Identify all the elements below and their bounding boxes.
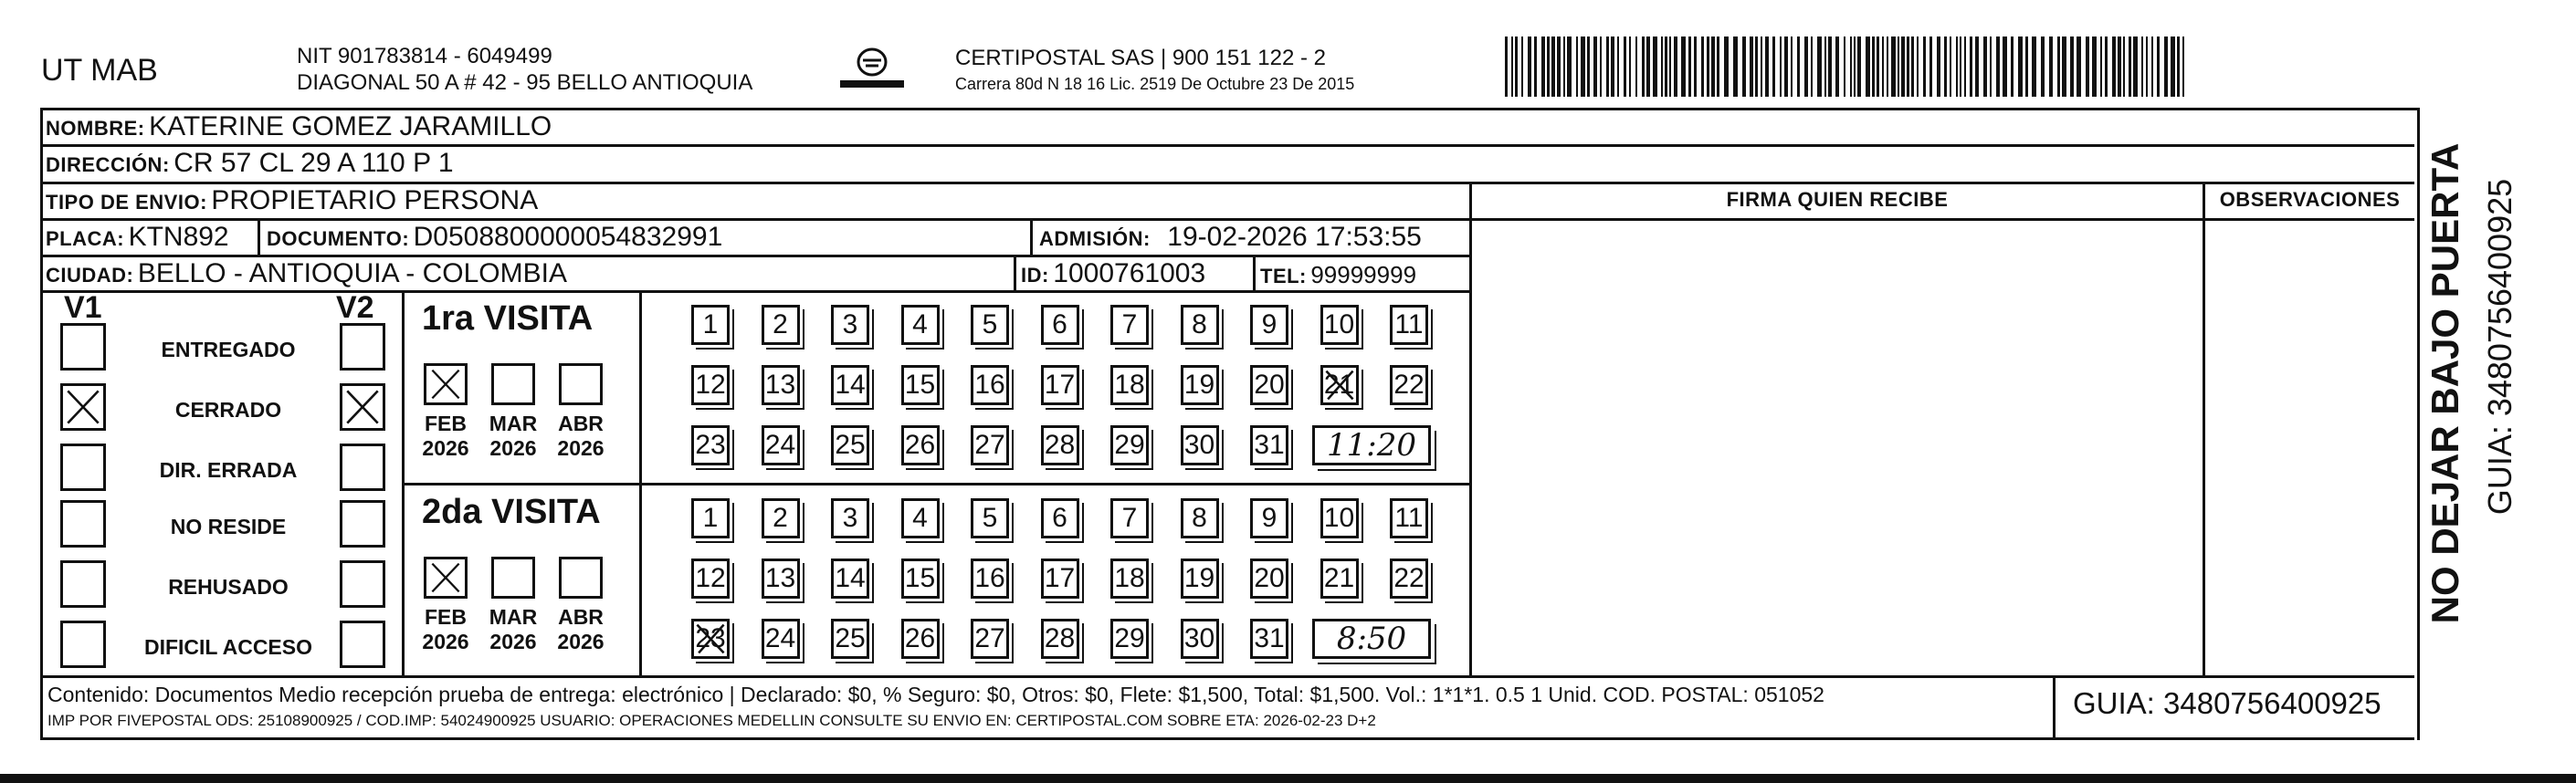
day-box[interactable]: 22 <box>1390 559 1428 599</box>
v1-checkbox[interactable] <box>60 560 106 608</box>
plate-value: KTN892 <box>128 222 229 252</box>
tel-value: 99999999 <box>1310 261 1417 288</box>
v2-checkbox[interactable] <box>340 560 385 608</box>
v1-checkbox[interactable] <box>60 500 106 548</box>
day-box[interactable]: 29 <box>1110 619 1149 659</box>
visit-title: 1ra VISITA <box>422 299 594 338</box>
name-row <box>46 111 552 142</box>
day-box[interactable]: 29 <box>1110 425 1149 465</box>
day-box[interactable]: 30 <box>1181 619 1219 659</box>
day-box[interactable]: 23 <box>691 619 730 659</box>
day-box[interactable]: 10 <box>1320 305 1359 345</box>
day-box[interactable]: 17 <box>1041 365 1079 405</box>
month-name: ABR <box>558 412 604 435</box>
month-checkbox[interactable] <box>491 363 535 405</box>
month-label <box>481 605 545 654</box>
day-box[interactable]: 3 <box>831 498 869 538</box>
day-box[interactable]: 21 <box>1320 365 1359 405</box>
day-box[interactable]: 3 <box>831 305 869 345</box>
month-checkbox[interactable] <box>559 557 603 599</box>
plate-field <box>46 222 229 253</box>
day-box[interactable]: 18 <box>1110 559 1149 599</box>
day-box[interactable]: 19 <box>1181 559 1219 599</box>
month-name: MAR <box>489 412 538 435</box>
month-label <box>414 605 478 654</box>
id-value: 1000761003 <box>1053 258 1206 288</box>
day-box[interactable]: 30 <box>1181 425 1219 465</box>
month-label <box>549 605 613 654</box>
document-field <box>267 222 722 253</box>
day-box[interactable]: 16 <box>971 559 1009 599</box>
month-checkbox[interactable] <box>491 557 535 599</box>
id-field <box>1021 258 1205 289</box>
v1-checkbox[interactable] <box>60 621 106 668</box>
recipient-name: KATERINE GOMEZ JARAMILLO <box>149 111 552 141</box>
day-box[interactable]: 20 <box>1250 365 1288 405</box>
day-box[interactable]: 12 <box>691 365 730 405</box>
id-label: ID: <box>1021 264 1049 287</box>
side-guide-number: GUIA: 3480756400925 <box>2481 178 2518 516</box>
visit-time: 8:50 <box>1312 619 1431 659</box>
month-name: ABR <box>558 605 604 629</box>
day-box[interactable]: 13 <box>762 559 800 599</box>
v2-checkbox[interactable] <box>340 500 385 548</box>
day-box[interactable]: 6 <box>1041 305 1079 345</box>
city-value: BELLO - ANTIOQUIA - COLOMBIA <box>137 258 567 288</box>
month-checkbox[interactable] <box>559 363 603 405</box>
day-box[interactable]: 1 <box>691 305 730 345</box>
status-label: ENTREGADO <box>161 338 296 361</box>
day-box[interactable]: 2 <box>762 305 800 345</box>
day-box[interactable]: 15 <box>901 559 940 599</box>
company-nit: NIT 901783814 - 6049499 <box>297 44 552 68</box>
day-box[interactable]: 6 <box>1041 498 1079 538</box>
month-label <box>414 412 478 461</box>
day-box[interactable]: 7 <box>1110 498 1149 538</box>
city-field <box>46 258 567 289</box>
tel-label: TEL: <box>1260 265 1307 287</box>
status-label: REHUSADO <box>168 575 289 599</box>
day-box[interactable]: 31 <box>1250 425 1288 465</box>
day-box[interactable]: 19 <box>1181 365 1219 405</box>
day-box[interactable]: 27 <box>971 619 1009 659</box>
month-checkbox[interactable] <box>424 363 468 405</box>
v1-checkbox[interactable] <box>60 323 106 371</box>
document-label: DOCUMENTO: <box>267 227 410 250</box>
day-box[interactable]: 22 <box>1390 365 1428 405</box>
tel-field <box>1260 261 1416 289</box>
address-label: DIRECCIÓN: <box>46 153 170 176</box>
v2-header: V2 <box>336 290 374 325</box>
side-warning: NO DEJAR BAJO PUERTA <box>2424 142 2466 624</box>
day-box[interactable]: 24 <box>762 425 800 465</box>
day-box[interactable]: 14 <box>831 365 869 405</box>
admission-field <box>1039 222 1422 253</box>
day-box[interactable]: 4 <box>901 498 940 538</box>
admission-label: ADMISIÓN: <box>1039 227 1151 250</box>
month-year: 2026 <box>557 436 605 460</box>
day-box[interactable]: 9 <box>1250 498 1288 538</box>
city-label: CIUDAD: <box>46 264 134 287</box>
page-bottom-edge <box>0 774 2576 783</box>
day-box[interactable]: 21 <box>1320 559 1359 599</box>
day-box[interactable]: 28 <box>1041 425 1079 465</box>
visit-time: 11:20 <box>1312 425 1431 465</box>
status-label: DIR. ERRADA <box>159 458 298 482</box>
month-checkbox[interactable] <box>424 557 468 599</box>
signature-header: FIRMA QUIEN RECIBE <box>1726 188 1949 211</box>
day-box[interactable]: 5 <box>971 498 1009 538</box>
address-row <box>46 148 454 179</box>
month-name: FEB <box>425 605 467 629</box>
day-box[interactable]: 25 <box>831 619 869 659</box>
day-box[interactable]: 9 <box>1250 305 1288 345</box>
day-box[interactable]: 15 <box>901 365 940 405</box>
month-year: 2026 <box>557 630 605 653</box>
company-address: DIAGONAL 50 A # 42 - 95 BELLO ANTIOQUIA <box>297 70 753 95</box>
type-label: TIPO DE ENVIO: <box>46 191 207 214</box>
status-label: CERRADO <box>174 398 282 422</box>
status-label: NO RESIDE <box>170 515 287 538</box>
day-box[interactable]: 7 <box>1110 305 1149 345</box>
month-label <box>549 412 613 461</box>
day-box[interactable]: 18 <box>1110 365 1149 405</box>
document-value: D0508800000054832991 <box>413 222 723 252</box>
month-year: 2026 <box>489 630 537 653</box>
day-box[interactable]: 17 <box>1041 559 1079 599</box>
day-box[interactable]: 8 <box>1181 305 1219 345</box>
barcode <box>1505 37 2184 97</box>
company-name: UT MAB <box>41 53 158 88</box>
day-box[interactable]: 12 <box>691 559 730 599</box>
day-box[interactable]: 23 <box>691 425 730 465</box>
v2-checkbox[interactable] <box>340 383 385 431</box>
day-box[interactable]: 16 <box>971 365 1009 405</box>
v2-checkbox[interactable] <box>340 444 385 491</box>
v1-checkbox[interactable] <box>60 444 106 491</box>
month-name: FEB <box>425 412 467 435</box>
day-box[interactable]: 13 <box>762 365 800 405</box>
day-box[interactable]: 26 <box>901 425 940 465</box>
v1-header: V1 <box>64 290 102 325</box>
day-box[interactable]: 25 <box>831 425 869 465</box>
month-name: MAR <box>489 605 538 629</box>
footer-guide-number: GUIA: 3480756400925 <box>2073 686 2381 720</box>
day-box[interactable]: 11 <box>1390 305 1428 345</box>
month-year: 2026 <box>489 436 537 460</box>
carrier-info: CERTIPOSTAL SAS | 900 151 122 - 2 <box>955 46 1326 70</box>
day-box[interactable]: 8 <box>1181 498 1219 538</box>
day-box[interactable]: 10 <box>1320 498 1359 538</box>
day-box[interactable]: 27 <box>971 425 1009 465</box>
name-label: NOMBRE: <box>46 117 145 140</box>
day-box[interactable]: 5 <box>971 305 1009 345</box>
type-row <box>46 185 538 216</box>
month-label <box>481 412 545 461</box>
observations-header: OBSERVACIONES <box>2219 188 2401 211</box>
day-box[interactable]: 11 <box>1390 498 1428 538</box>
footer-content-line: Contenido: Documentos Medio recepción prueba de entrega: electrónico | Declarado: $0, % Seguro: $0, Otros: $0, Flete: $1,500, Total: $1,500. Vol.: 1*1*1. 0.5 1 Unid. COD. POSTAL: 051052 <box>47 683 1824 706</box>
month-year: 2026 <box>422 436 469 460</box>
carrier-license: Carrera 80d N 18 16 Lic. 2519 De Octubre 23 De 2015 <box>955 75 1355 93</box>
plate-label: PLACA: <box>46 227 125 250</box>
v2-checkbox[interactable] <box>340 323 385 371</box>
day-box[interactable]: 20 <box>1250 559 1288 599</box>
certipostal-logo <box>833 44 911 97</box>
day-box[interactable]: 1 <box>691 498 730 538</box>
day-box[interactable]: 14 <box>831 559 869 599</box>
status-label: DIFICIL ACCESO <box>143 635 312 659</box>
admission-value: 19-02-2026 17:53:55 <box>1167 222 1422 252</box>
day-box[interactable]: 26 <box>901 619 940 659</box>
day-box[interactable]: 28 <box>1041 619 1079 659</box>
day-box[interactable]: 31 <box>1250 619 1288 659</box>
shipment-type: PROPIETARIO PERSONA <box>211 185 539 215</box>
day-box[interactable]: 2 <box>762 498 800 538</box>
day-box[interactable]: 24 <box>762 619 800 659</box>
footer-print-line: IMP POR FIVEPOSTAL ODS: 25108900925 / COD.IMP: 54024900925 USUARIO: OPERACIONES MEDELLIN CONSULTE SU ENVIO EN: CERTIPOSTAL.COM SOBRE ETA: 2026-02-23 D+2 <box>47 712 1376 729</box>
visit-title: 2da VISITA <box>422 493 601 531</box>
v2-checkbox[interactable] <box>340 621 385 668</box>
v1-checkbox[interactable] <box>60 383 106 431</box>
month-year: 2026 <box>422 630 469 653</box>
recipient-address: CR 57 CL 29 A 110 P 1 <box>173 148 454 178</box>
day-box[interactable]: 4 <box>901 305 940 345</box>
